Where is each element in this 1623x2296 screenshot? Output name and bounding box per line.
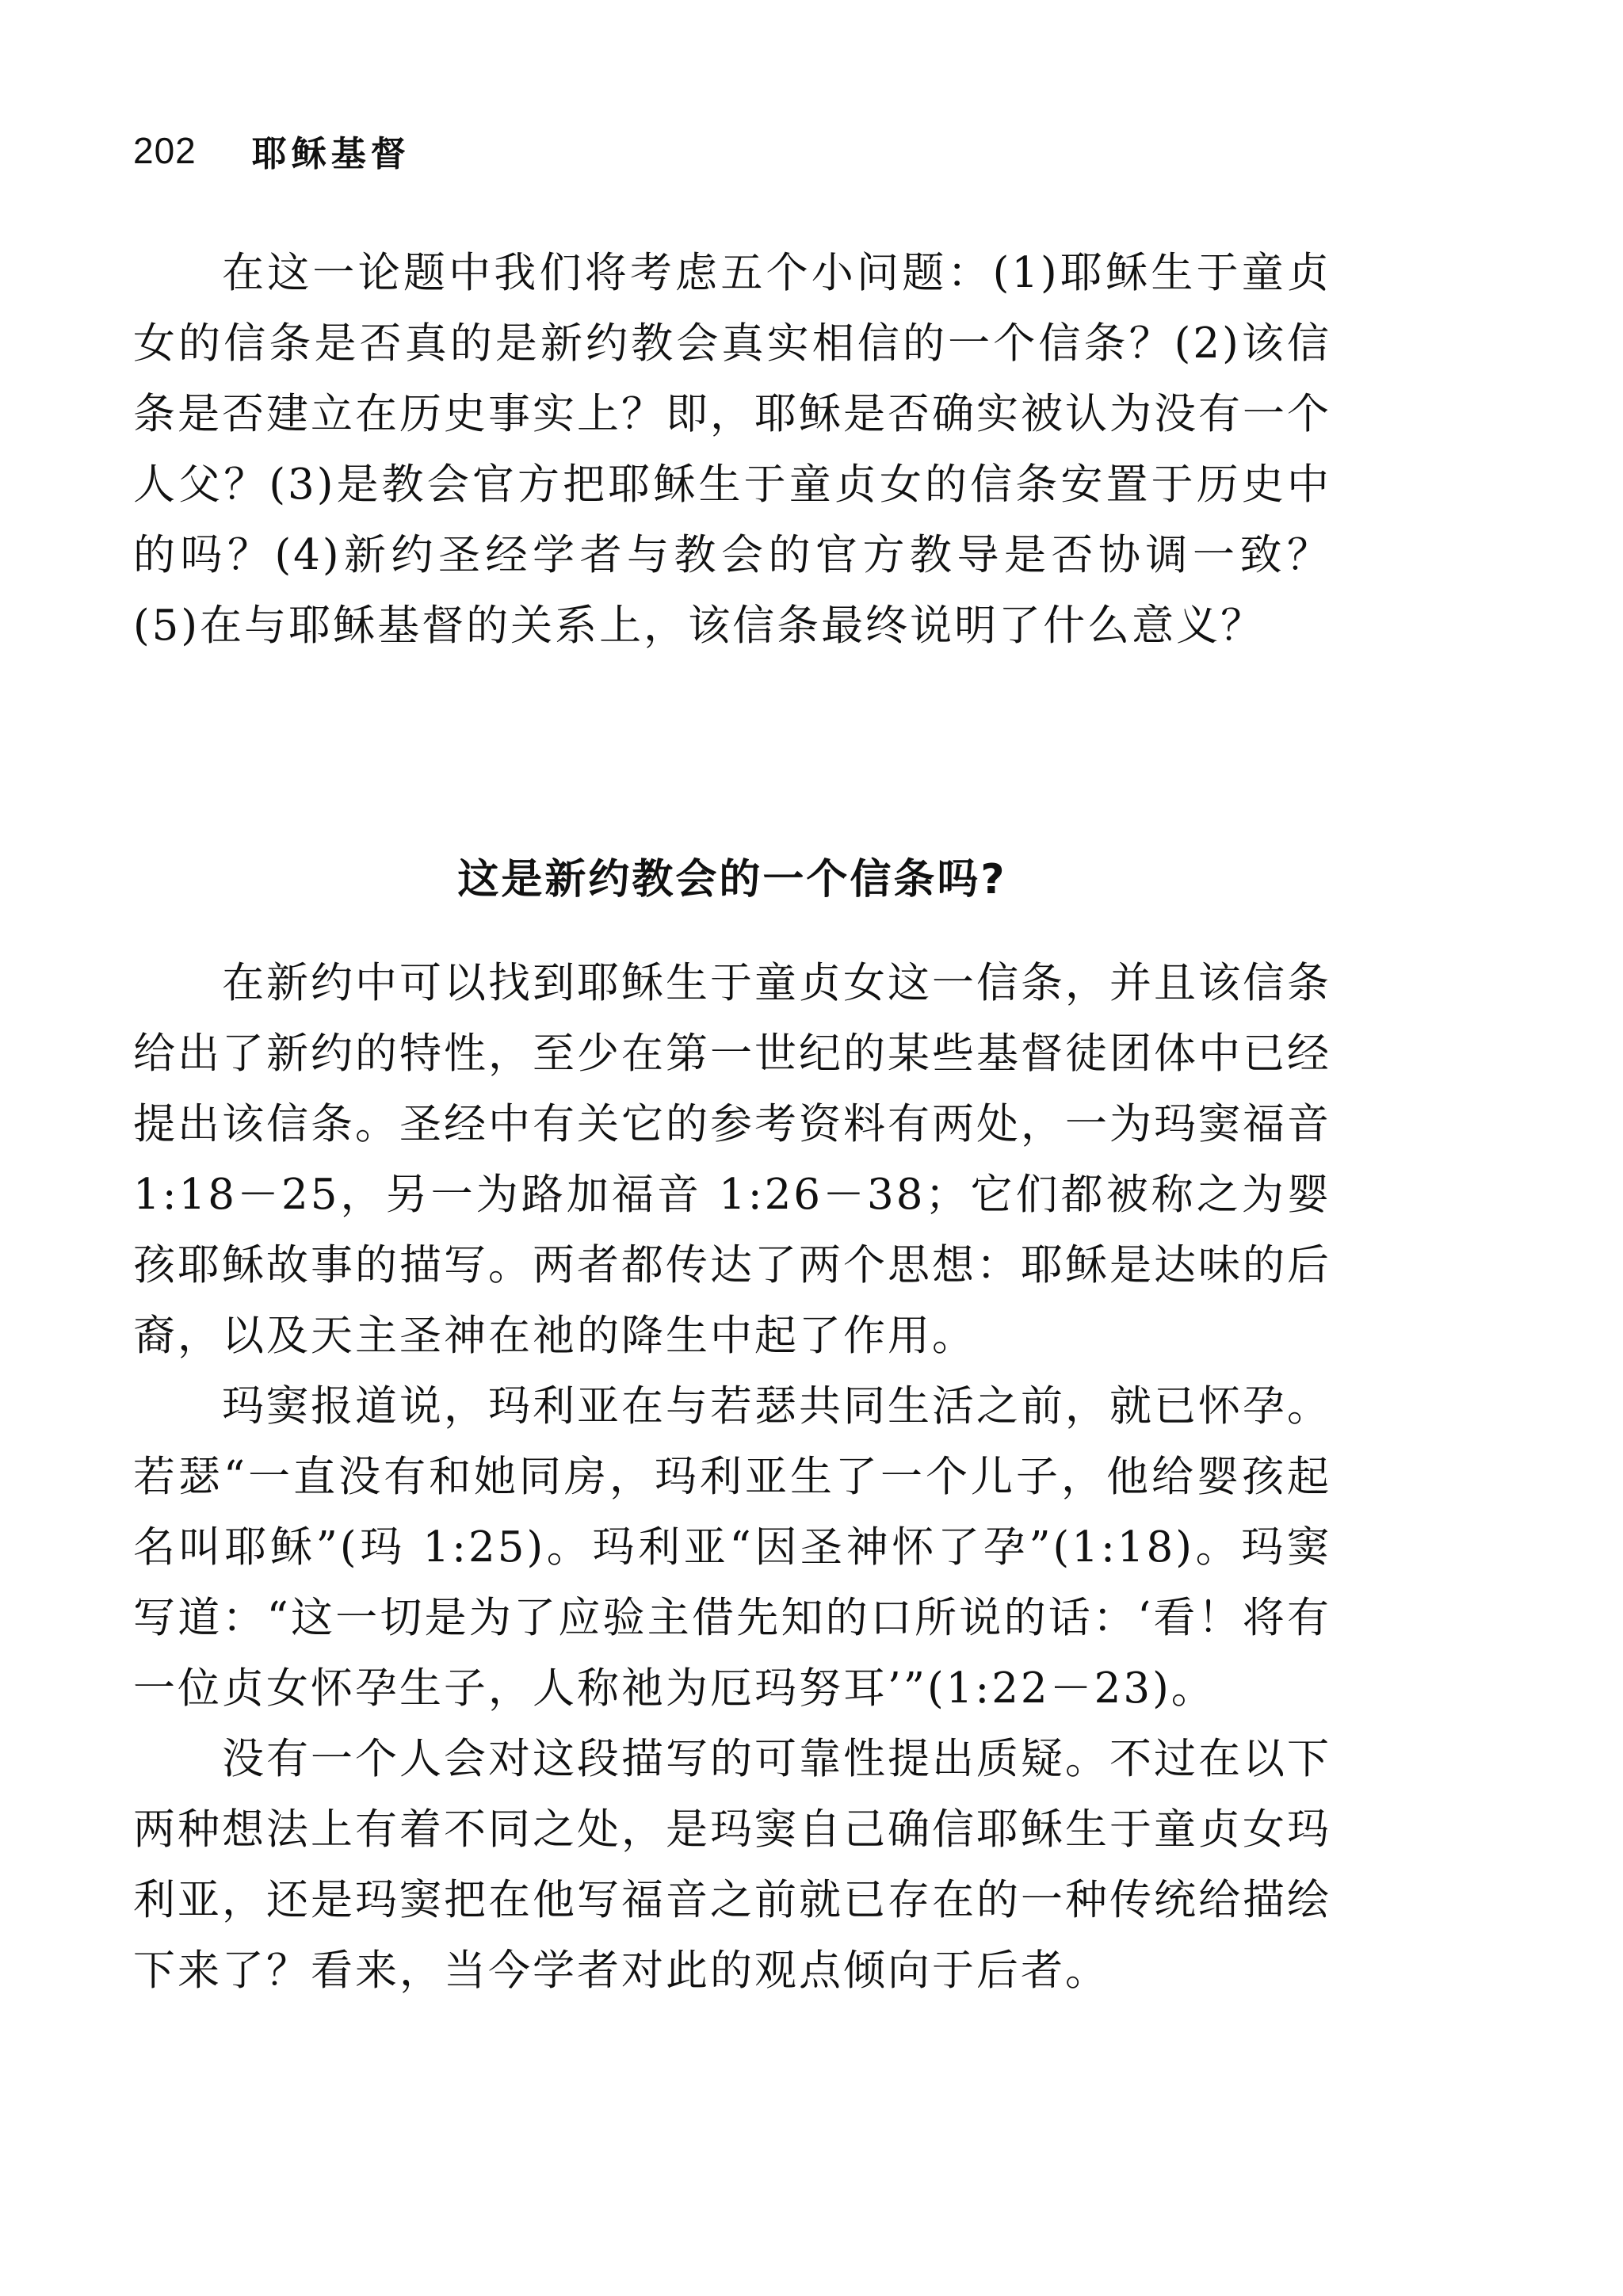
section-heading: 这是新约教会的一个信条吗?: [457, 856, 1007, 904]
body-paragraph-2: 玛窦报道说，玛利亚在与若瑟共同生活之前，就已怀孕。若瑟“一直没有和她同房，玛利亚生了一个儿子，他给婴孩起名叫耶稣”(玛 1:25)。玛利亚“因圣神怀了孕”(1:18)。玛窦写道：“这一切是为了应验主借先知的口所说的话：‘看！将有一位贞女怀孕生子，人称祂为厄玛努耳’”(1:22－23)。: [133, 1382, 1331, 1713]
running-header: [133, 119, 411, 182]
page-number: 202: [133, 130, 197, 171]
section-body: [133, 948, 1331, 2006]
body-paragraph-3: 没有一个人会对这段描写的可靠性提出质疑。不过在以下两种想法上有着不同之处，是玛窦自己确信耶稣生于童贞女玛利亚，还是玛窦把在他写福音之前就已存在的一种传统给描绘下来了？看来，当今学者对此的观点倾向于后者。: [133, 1735, 1331, 1995]
body-paragraph-1: 在新约中可以找到耶稣生于童贞女这一信条，并且该信条给出了新约的特性，至少在第一世纪的某些基督徒团体中已经提出该信条。圣经中有关它的参考资料有两处，一为玛窦福音 1:18－25，另一为路加福音 1:26－38；它们都被称之为婴孩耶稣故事的描写。两者都传达了两个思想：耶稣是达味的后裔，以及天主圣神在祂的降生中起了作用。: [133, 959, 1331, 1360]
intro-paragraph: 在这一论题中我们将考虑五个小问题：(1)耶稣生于童贞女的信条是否真的是新约教会真实相信的一个信条？(2)该信条是否建立在历史事实上？即，耶稣是否确实被认为没有一个人父？(3)是教会官方把耶稣生于童贞女的信条安置于历史中的吗？(4)新约圣经学者与教会的官方教导是否协调一致？(5)在与耶稣基督的关系上，该信条最终说明了什么意义？: [133, 249, 1331, 650]
intro-text-block: [133, 238, 1331, 661]
book-title: 耶稣基督: [251, 134, 411, 174]
